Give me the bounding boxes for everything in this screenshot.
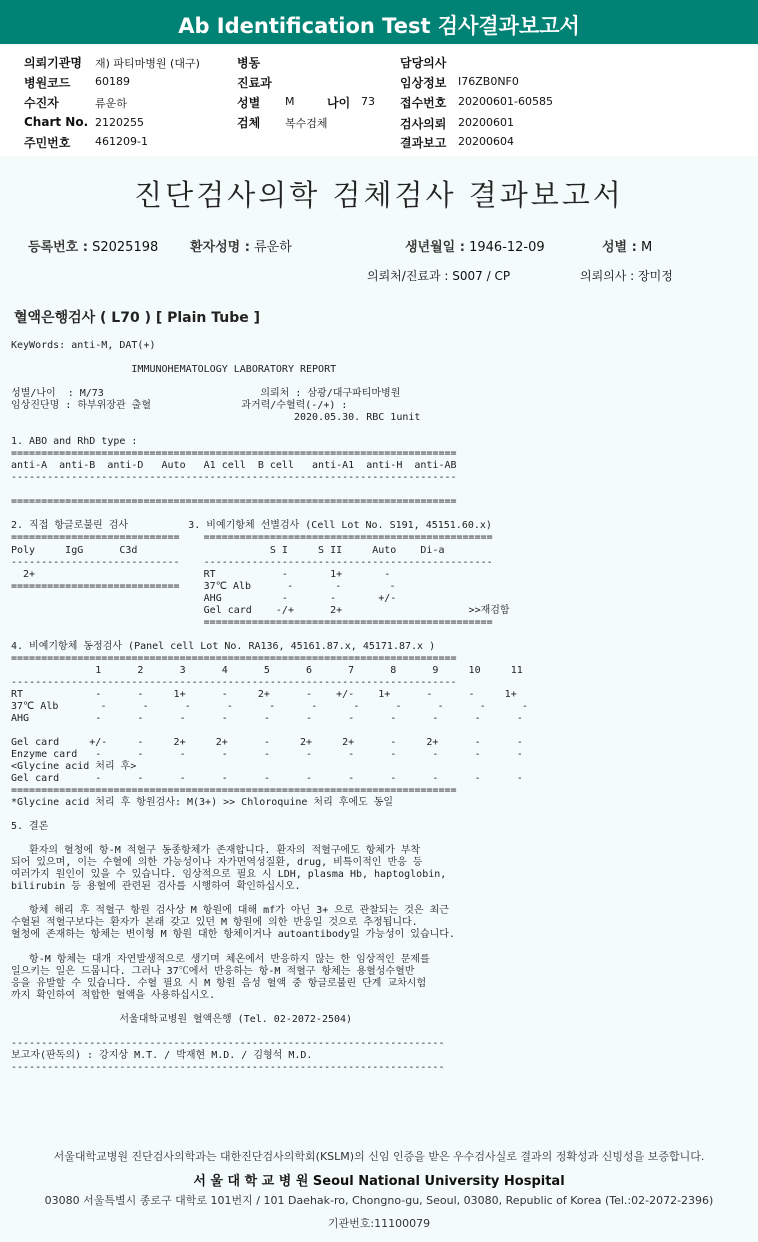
referring-doctor: 의뢰의사 : 장미정 [580,269,673,283]
report-line: ============================ ================================================ [11,532,493,544]
report-line: 항체 해리 후 적혈구 항원 검사상 M 항원에 대해 mf가 아닌 3+ 으로 관찰되는 것은 최근 [11,905,449,917]
report-line: 여러가지 원인이 있을 수 있습니다. 임상적으로 필요 시 LDH, plasma Hb, haptoglobin, [11,869,447,881]
report-line: ---------------------------- ------------------------------------------------ [11,556,493,568]
patient-name-label: 환자성명 : [190,240,250,255]
report-line: 까지 확인하여 적합한 혈액을 사용하십시오. [11,989,215,1001]
receipt-no-label: 접수번호 [400,96,447,110]
report-line: Poly IgG C3d S I S II Auto Di-a [11,544,445,556]
report-line: ------------------------------------------------------------------------ [11,1061,445,1073]
report-line: *Glycine acid 처리 후 항원검사: M(3+) >> Chloroquine 처리 후에도 동일 [11,797,394,809]
hospital-code-value: 60189 [95,75,130,88]
report-line: 2020.05.30. RBC 1unit [11,412,421,424]
report-line: ================================================ [11,616,493,628]
hospital-code-label: 병원코드 [24,76,71,90]
report-line: 응을 유발할 수 있습니다. 수혈 필요 시 M 항원 음성 혈액 중 항글로불린 단계 교차시험 [11,977,427,989]
report-line: 성별/나이 : M/73 의뢰처 : 삼광/대구파티마병원 [11,388,401,400]
request-info-header [0,46,758,156]
report-line: ========================================================================== [11,496,457,508]
hospital-name: 서 울 대 학 교 병 원 Seoul National University Hospital [193,1174,565,1189]
patient-name [190,236,292,255]
report-sex-value: M [640,240,653,255]
report-line: RT - - 1+ - 2+ - +/- 1+ - - 1+ [11,688,517,700]
sex-value: M [285,95,295,108]
report-line: bilirubin 등 용혈에 관련된 검사를 시행하여 확인하십시오. [11,881,301,893]
age-value: 73 [361,95,375,108]
ward-label: 병동 [237,56,261,70]
report-line: 보고자(판독의) : 강지상 M.T. / 박재현 M.D. / 김형석 M.D. [11,1049,313,1061]
birth-date [405,236,545,255]
document-title: 진단검사의학 검체검사 결과보고서 [134,178,624,212]
hospital-address: 03080 서울특별시 종로구 대학로 101번지 / 101 Daehak-ro, Chongno-gu, Seoul, 03080, Republic of Korea (Tel.:02-2072-2396) [44,1194,714,1207]
report-sex [602,236,652,255]
report-line: Gel card -/+ 2+ >>재검함 [11,604,510,616]
report-line: 항-M 항체는 대개 자연발생적으로 생기며 체온에서 반응하지 않는 한 임상적인 문제를 [11,953,430,965]
report-line: 되어 있으며, 이는 수혈에 의한 가능성이나 자가면역성질환, drug, 비특이적인 반응 등 [11,857,423,869]
report-line: 2+ RT - 1+ - [11,568,391,580]
report-line: ========================================================================== [11,652,457,664]
patient-name-value: 류운하 [254,240,292,255]
request-date-label: 검사의뢰 [400,117,447,131]
report-line: 임상진단명 : 하부위장관 출혈 과거력/수혈력(-/+) : [11,400,348,412]
report-line: 환자의 혈청에 항-M 적혈구 동종항체가 존재합니다. 환자의 적혈구에도 항체가 부착 [11,845,421,857]
institution-label: 의뢰기관명 [24,56,82,70]
chart-no-value: 2120255 [95,116,144,129]
report-line: 1. ABO and RhD type : [11,436,138,448]
report-line: 5. 결론 [11,821,49,833]
report-line: KeyWords: anti-M, DAT(+) [11,340,156,351]
clinical-info-label: 임상정보 [400,76,447,90]
report-line: -------------------------------------------------------------------------- [11,472,457,484]
birth-date-value: 1946-12-09 [469,240,545,255]
registration-label: 등록번호 : [28,240,88,255]
age-label: 나이 [327,96,351,110]
report-line: Gel card - - - - - - - - - - - [11,773,523,785]
sex-label: 성별 [237,96,261,110]
report-line: -------------------------------------------------------------------------- [11,676,457,688]
accreditation-notice: 서울대학교병원 진단검사의학과는 대한진단검사의학회(KSLM)의 신임 인증을 받은 우수검사실로 결과의 정확성과 신빙성을 보증합니다. [53,1150,705,1163]
report-line: Gel card +/- - 2+ 2+ - 2+ 2+ - 2+ - - [11,736,523,748]
report-line: 2. 직접 항글로불린 검사 3. 비예기항체 선별검사 (Cell Lot No. S191, 45151.60.x) [11,520,492,532]
report-line: Enzyme card - - - - - - - - - - - [11,749,523,761]
report-line: ------------------------------------------------------------------------ [11,1037,445,1049]
report-line: 4. 비예기항체 동정검사 (Panel cell Lot No. RA136, 45161.87.x, 45171.87.x ) [11,640,436,652]
resident-no-label: 주민번호 [24,136,71,150]
birth-date-label: 생년월일 : [405,240,465,255]
report-line: <Glycine acid 처리 후> [11,761,137,773]
receipt-no-value: 20200601-60585 [458,95,553,108]
doctor-label: 담당의사 [400,56,447,70]
specimen-value: 복수검체 [285,117,328,130]
blood-bank-section-title: 혈액은행검사 ( L70 ) [ Plain Tube ] [14,310,261,326]
registration-number [28,236,158,255]
specimen-label: 검체 [237,116,261,130]
report-line: AHG - - - - - - - - - - - [11,712,523,724]
department-label: 진료과 [237,76,272,90]
clinical-info-value: I76ZB0NF0 [458,75,519,88]
report-document [0,157,758,1242]
report-line: ========================================================================== [11,785,457,797]
institution-value: 재) 파티마병원 (대구) [95,57,200,70]
report-line: 37℃ Alb - - - - - - - - - - - [11,700,528,712]
report-line: 1 2 3 4 5 6 7 8 9 10 11 [11,664,523,676]
report-line: IMMUNOHEMATOLOGY LABORATORY REPORT [11,364,337,376]
report-date-label: 결과보고 [400,136,447,150]
report-line: 일으키는 일은 드뭅니다. 그러나 37℃에서 반응하는 항-M 적혈구 항체는 용혈성수혈반 [11,965,415,977]
institution-code: 기관번호:11100079 [327,1217,431,1230]
report-line: anti-A anti-B anti-D Auto A1 cell B cell anti-A1 anti-H anti-AB [11,460,457,472]
patient-value: 류운하 [95,97,127,110]
report-line: ========================================================================== [11,448,457,460]
report-line: 혈청에 존재하는 항체는 변이형 M 항원 대한 항체이거나 autoantibody일 가능성이 있습니다. [11,929,455,941]
report-line: AHG - - +/- [11,592,397,604]
report-sex-label: 성별 : [602,240,637,255]
resident-no-value: 461209-1 [95,135,148,148]
request-date-value: 20200601 [458,116,514,129]
referring-department: 의뢰처/진료과 : S007 / CP [367,269,511,283]
chart-no-label: Chart No. [24,115,89,129]
report-line: ============================ 37℃ Alb - - - [11,580,396,592]
patient-label: 수진자 [24,96,59,110]
report-line: 서울대학교병원 혈액은행 (Tel. 02-2072-2504) [11,1013,353,1025]
registration-value: S2025198 [92,240,159,255]
report-banner-title: Ab Identification Test 검사결과보고서 [0,0,758,44]
report-line: 수혈된 적혈구보다는 환자가 본래 갖고 있던 M 항원에 의한 반응일 것으로 추정됩니다. [11,917,418,929]
report-date-value: 20200604 [458,135,514,148]
